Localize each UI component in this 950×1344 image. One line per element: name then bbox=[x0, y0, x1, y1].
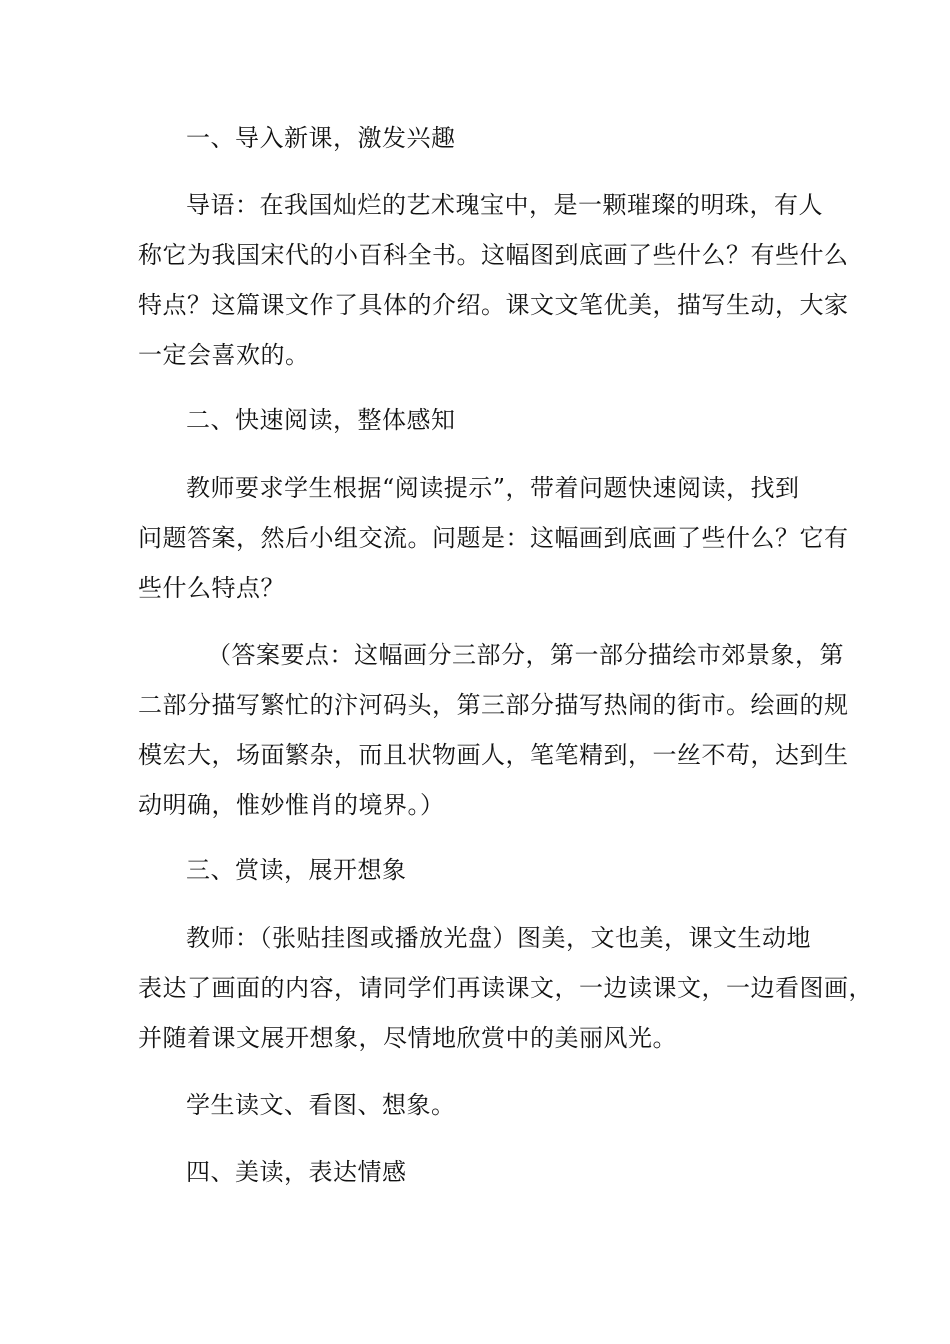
paragraph-line: 学生读文、看图、想象。 bbox=[186, 1091, 456, 1119]
paragraph-line: 教师要求学生根据“阅读提示”，带着问题快速阅读，找到 bbox=[186, 474, 800, 502]
paragraph-line: 称它为我国宋代的小百科全书。这幅图到底画了些什么？有些什么 bbox=[138, 241, 849, 269]
paragraph-line: 并随着课文展开想象，尽情地欣赏中的美丽风光。 bbox=[138, 1024, 677, 1052]
answer-line: （答案要点：这幅画分三部分，第一部分描绘市郊景象，第 bbox=[207, 641, 844, 669]
heading-section-2: 二、快速阅读，整体感知 bbox=[186, 406, 456, 434]
paragraph-line: 问题答案，然后小组交流。问题是：这幅画到底画了些什么？它有 bbox=[138, 524, 849, 552]
paragraph-line: 教师：（张贴挂图或播放光盘）图美，文也美，课文生动地 bbox=[186, 924, 811, 952]
heading-section-4: 四、美读，表达情感 bbox=[186, 1158, 407, 1186]
heading-section-1: 一、导入新课，激发兴趣 bbox=[186, 124, 456, 152]
heading-section-3: 三、赏读，展开想象 bbox=[186, 856, 407, 884]
paragraph-line: 表达了画面的内容，请同学们再读课文，一边读课文，一边看图画， bbox=[138, 974, 873, 1002]
answer-line: 模宏大，场面繁杂，而且状物画人，笔笔精到，一丝不苟，达到生 bbox=[138, 741, 849, 769]
paragraph-line: 特点？这篇课文作了具体的介绍。课文文笔优美，描写生动，大家 bbox=[138, 291, 849, 319]
answer-line: 动明确，惟妙惟肖的境界。） bbox=[138, 791, 445, 819]
paragraph-line: 些什么特点？ bbox=[138, 574, 285, 602]
answer-line: 二部分描写繁忙的汴河码头，第三部分描写热闹的街市。绘画的规 bbox=[138, 691, 849, 719]
paragraph-line: 导语：在我国灿烂的艺术瑰宝中，是一颗璀璨的明珠，有人 bbox=[186, 191, 823, 219]
paragraph-line: 一定会喜欢的。 bbox=[138, 341, 310, 369]
